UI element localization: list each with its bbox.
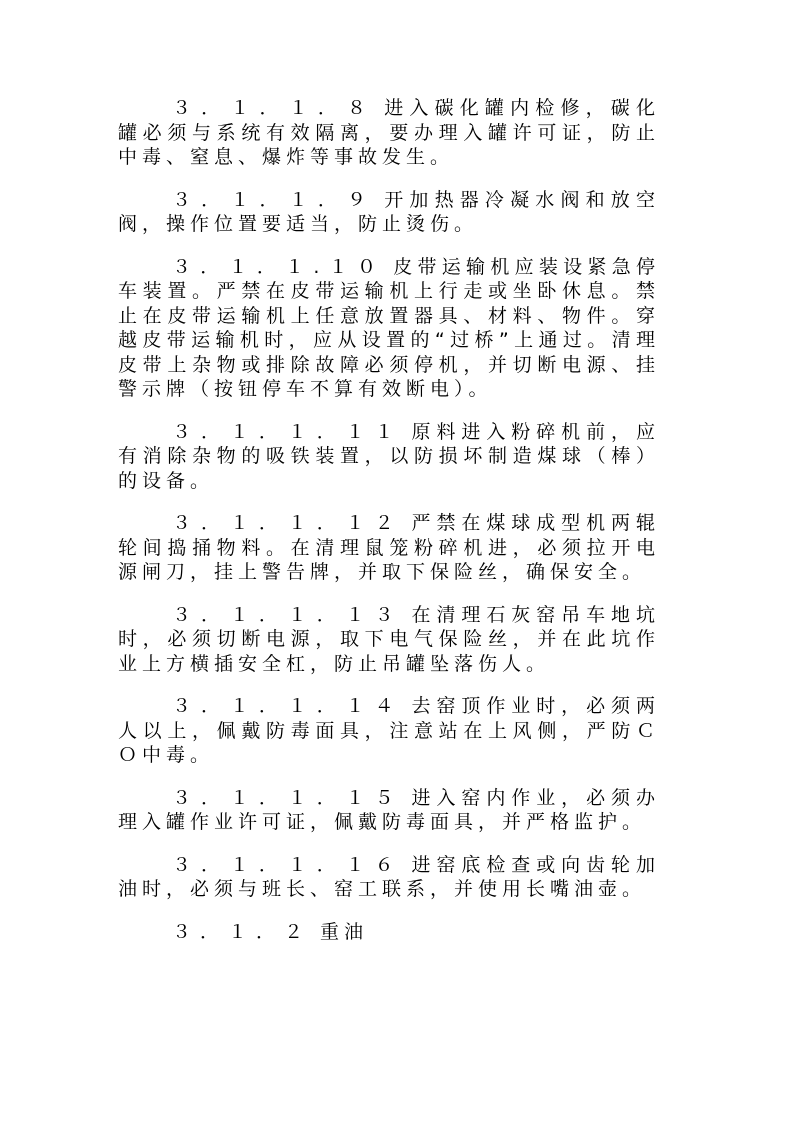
clause-number: ３．１．１．１６	[172, 853, 404, 876]
clause-text: 严禁在煤球成型机两辊轮间捣捅物料。在清理鼠笼粉碎机进，必须拉开电源闸刀，挂上警告牌，并取下保险丝，确保安全。	[118, 512, 660, 583]
clause-number: ３．１．１．８	[172, 97, 377, 119]
clause-text: 皮带运输机应装设紧急停车装置。严禁在皮带运输机上行走或坐卧休息。禁止在皮带运输机上任意放置器具、材料、物件。穿越皮带运输机时，应从设置的“过桥”上通过。清理皮带上杂物或排除故障必须停机，并切断电源、挂警示牌（按钮停车不算有效断电）。	[118, 255, 660, 400]
section-title: 重油	[320, 920, 369, 943]
clause-text: 去窑顶作业时，必须两人以上，佩戴防毒面具，注意站在上风侧，严防ＣＯ中毒。	[118, 695, 660, 766]
clause-number: ３．１．１．１３	[172, 603, 404, 626]
clause-number: ３．１．１.１０	[172, 255, 386, 278]
paragraph-3-1-1-11	[118, 420, 660, 494]
clause-text: 在清理石灰窑吊车地坑时，必须切断电源，取下电气保险丝，并在此坑作业上方横插安全杠，防止吊罐坠落伤人。	[118, 603, 660, 675]
clause-text: 进入碳化罐内检修，碳化罐必须与系统有效隔离，要办理入罐许可证，防止中毒、窒息、爆炸等事故发生。	[118, 97, 660, 168]
clause-text: 原料进入粉碎机前，应有消除杂物的吸铁装置，以防损坏制造煤球（棒）的设备。	[118, 420, 660, 492]
clause-number: ３．１．１．１５	[172, 786, 404, 809]
paragraph-3-1-1-15	[118, 786, 660, 835]
clause-text: 进窑底检查或向齿轮加油时，必须与班长、窑工联系，并使用长嘴油壶。	[118, 853, 660, 900]
clause-number: ３．１．１．１２	[172, 512, 404, 534]
clause-number: ３．１．１．１４	[172, 695, 404, 717]
section-heading-3-1-2	[118, 920, 660, 945]
paragraph-3-1-1-13	[118, 603, 660, 677]
document-page	[118, 96, 660, 944]
paragraph-3-1-1-9	[118, 188, 660, 237]
paragraph-3-1-1-8	[118, 96, 660, 170]
paragraph-3-1-1-10	[118, 255, 660, 402]
paragraph-3-1-1-16	[118, 853, 660, 902]
clause-number: ３．１．１．９	[172, 188, 377, 211]
section-number: ３．１．２	[172, 920, 313, 943]
clause-number: ３．１．１．１１	[172, 420, 404, 443]
paragraph-3-1-1-14	[118, 694, 660, 768]
clause-text: 开加热器冷凝水阀和放空阀，操作位置要适当，防止烫伤。	[118, 188, 660, 235]
clause-text: 进入窑内作业，必须办理入罐作业许可证，佩戴防毒面具，并严格监护。	[118, 786, 660, 833]
paragraph-3-1-1-12	[118, 511, 660, 585]
